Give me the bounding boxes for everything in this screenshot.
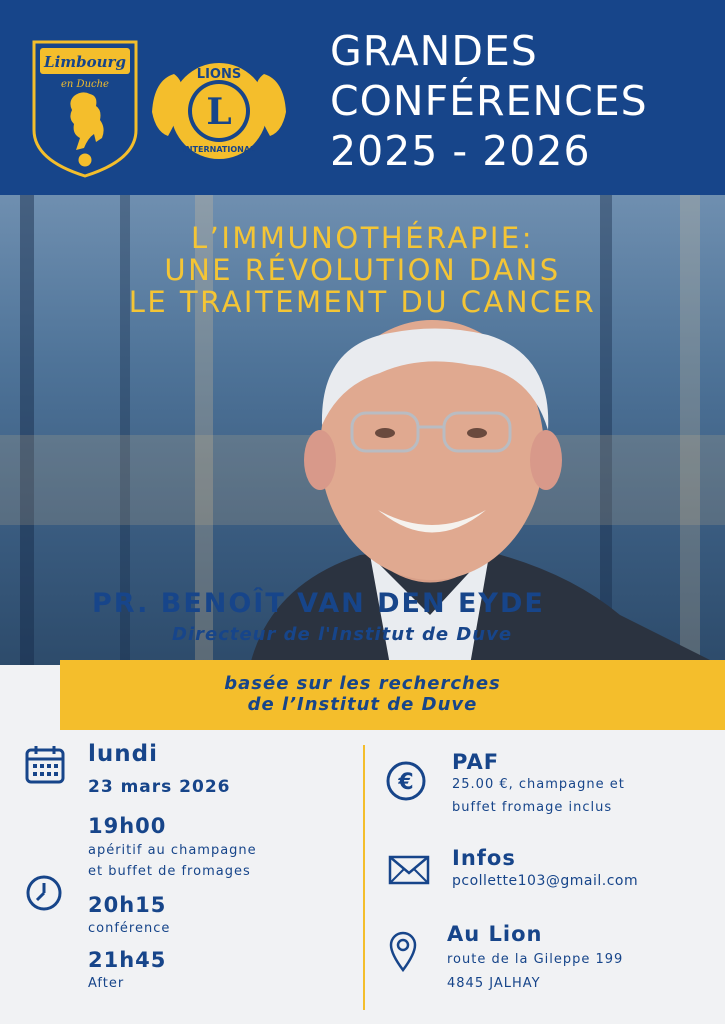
location-pin-icon [388, 930, 418, 972]
research-line-1: basée sur les recherches [224, 673, 501, 694]
venue-city: 4845 JALHAY [447, 976, 541, 991]
event-day: lundi [88, 741, 158, 767]
research-text [60, 673, 665, 715]
lions-logo-letter: L [206, 91, 232, 133]
lions-logo-top: LIONS [196, 67, 242, 82]
time-2-desc: conférence [88, 921, 171, 936]
clock-icon [25, 874, 63, 912]
venue-street: route de la Gileppe 199 [447, 952, 624, 967]
infos-label: Infos [452, 846, 516, 870]
conference-topic [0, 222, 725, 318]
page-title [330, 26, 710, 176]
title-line-3: 2025 - 2026 [330, 127, 591, 175]
lions-international-logo [146, 42, 292, 180]
lions-logo-bottom: INTERNATIONAL [182, 145, 256, 154]
venue-name: Au Lion [447, 922, 543, 946]
paf-line-1: 25.00 €, champagne et [452, 777, 625, 792]
envelope-icon [388, 855, 430, 885]
infos-email[interactable]: pcollette103@gmail.com [452, 873, 639, 889]
research-line-2: de l’Institut de Duve [247, 694, 478, 715]
paf-label: PAF [452, 750, 500, 774]
speaker-name: PR. BENOÎT VAN DEN EYDE [92, 588, 545, 619]
limbourg-logo-line2: en Duche [61, 79, 109, 90]
limbourg-logo [30, 38, 140, 178]
paf-line-2: buffet fromage inclus [452, 800, 613, 815]
speaker-role: Directeur de l'Institut de Duve [172, 624, 513, 645]
time-1: 19h00 [88, 814, 167, 838]
time-3: 21h45 [88, 948, 167, 972]
topic-line-3: LE TRAITEMENT DU CANCER [128, 285, 597, 319]
euro-icon [385, 760, 427, 802]
calendar-icon [24, 744, 66, 786]
topic-line-1: L’IMMUNOTHÉRAPIE: [190, 221, 534, 255]
topic-line-2: UNE RÉVOLUTION DANS [164, 253, 561, 287]
title-line-2: CONFÉRENCES [330, 77, 648, 125]
time-1-desc-1: apéritif au champagne [88, 843, 257, 858]
column-divider [363, 745, 365, 1010]
limbourg-logo-line1: Limbourg [44, 53, 126, 71]
time-3-desc: After [88, 976, 125, 991]
title-line-1: GRANDES [330, 27, 538, 75]
time-2: 20h15 [88, 893, 167, 917]
time-1-desc-2: et buffet de fromages [88, 864, 251, 879]
event-date: 23 mars 2026 [88, 777, 231, 797]
euro-icon-symbol: € [398, 770, 414, 795]
